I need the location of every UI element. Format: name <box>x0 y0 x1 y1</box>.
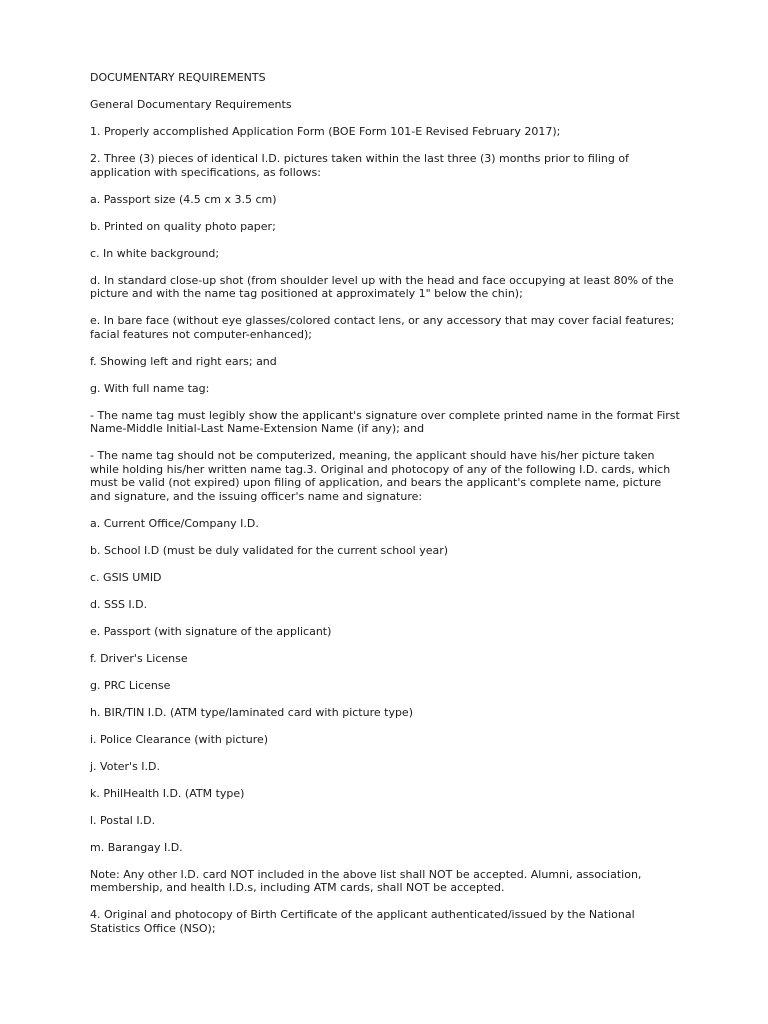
requirement-1: 1. Properly accomplished Application Form (BOE Form 101-E Revised February 2017); <box>90 125 561 138</box>
id-card-g: g. PRC License <box>90 678 171 692</box>
requirement-2: 2. Three (3) pieces of identical I.D. pictures taken within the last three (3) months prior to filing of application with specifications, as follows: <box>90 152 629 179</box>
photo-spec-a: a. Passport size (4.5 cm x 3.5 cm) <box>90 192 277 206</box>
id-card-h: h. BIR/TIN I.D. (ATM type/laminated card with picture type) <box>90 705 413 719</box>
id-card-b: b. School I.D (must be duly validated for the current school year) <box>90 543 449 557</box>
id-card-a: a. Current Office/Company I.D. <box>90 516 259 530</box>
id-card-j: j. Voter's I.D. <box>90 759 161 773</box>
photo-spec-d: d. In standard close-up shot (from shoulder level up with the head and face occupying at least 80% of the picture and with the name tag positioned at approximately 1" below the chin); <box>90 273 674 300</box>
id-card-l: l. Postal I.D. <box>90 813 156 827</box>
name-tag-rule-2: - The name tag should not be computerized, meaning, the applicant should have his/her picture taken while holding his/her written name tag.3. Original and photocopy of any of the following I.D. cards, which must be valid (not expired) upon filing of application, and bears the applicant's complete name, picture and signature, and the issuing officer's name and signature: <box>90 449 671 503</box>
photo-spec-e: e. In bare face (without eye glasses/colored contact lens, or any accessory that may cover facial features; facial features not computer-enhanced); <box>90 314 675 341</box>
id-card-e: e. Passport (with signature of the applicant) <box>90 624 332 638</box>
id-card-i: i. Police Clearance (with picture) <box>90 732 269 746</box>
id-note: Note: Any other I.D. card NOT included in the above list shall NOT be accepted. Alumni, association, membership, and health I.D.s, including ATM cards, shall NOT be accepted. <box>90 867 642 894</box>
id-card-k: k. PhilHealth I.D. (ATM type) <box>90 786 245 800</box>
document-heading: DOCUMENTARY REQUIREMENTS <box>90 71 266 84</box>
document-body <box>90 71 680 949</box>
photo-spec-c: c. In white background; <box>90 246 220 260</box>
requirement-4: 4. Original and photocopy of Birth Certificate of the applicant authenticated/issued by the National Statistics Office (NSO); <box>90 908 635 935</box>
photo-spec-f: f. Showing left and right ears; and <box>90 354 277 368</box>
id-card-c: c. GSIS UMID <box>90 570 162 584</box>
id-card-f: f. Driver's License <box>90 651 188 665</box>
photo-spec-b: b. Printed on quality photo paper; <box>90 219 276 233</box>
id-card-d: d. SSS I.D. <box>90 597 148 611</box>
photo-spec-g: g. With full name tag: <box>90 381 210 395</box>
section-heading: General Documentary Requirements <box>90 98 292 111</box>
name-tag-rule-1: - The name tag must legibly show the applicant's signature over complete printed name in the format First Name-Middle Initial-Last Name-Extension Name (if any); and <box>90 408 680 435</box>
id-card-m: m. Barangay I.D. <box>90 840 183 854</box>
